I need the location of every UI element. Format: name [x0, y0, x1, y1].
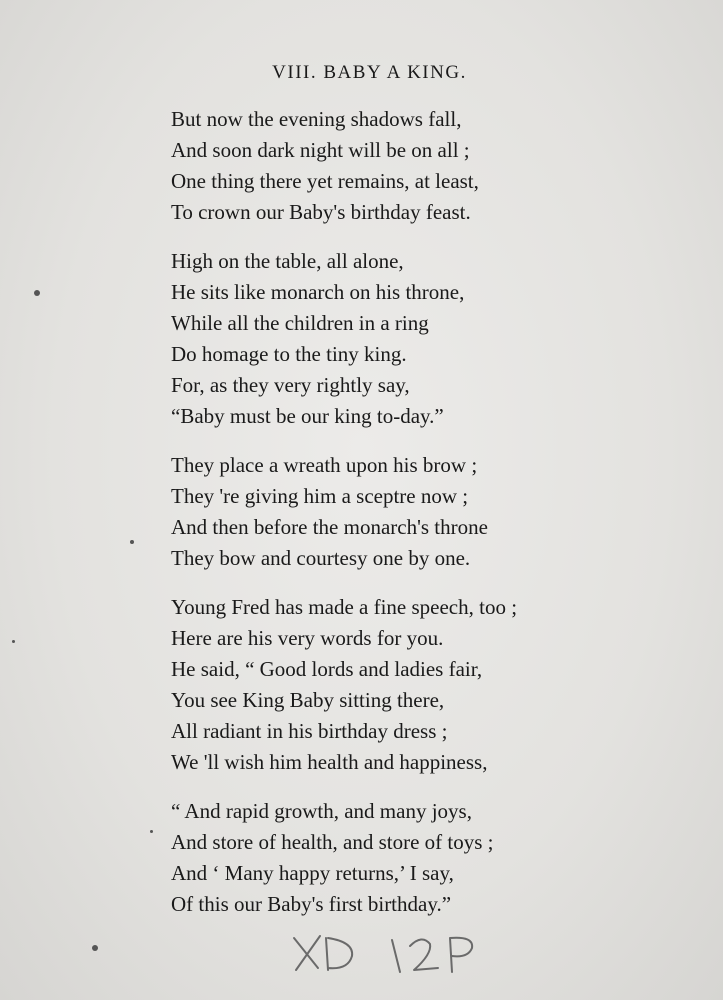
stanza-1	[171, 104, 711, 228]
stanza-2	[171, 246, 711, 432]
poem-body	[171, 104, 711, 938]
poem-line: Young Fred has made a fine speech, too ;	[171, 595, 518, 619]
poem-line: They bow and courtesy one by one.	[171, 546, 471, 570]
poem-line: All radiant in his birthday dress ;	[171, 719, 448, 743]
poem-line: For, as they very rightly say,	[171, 373, 410, 397]
stanza-4	[171, 592, 711, 778]
poem-line: He sits like monarch on his throne,	[171, 280, 465, 304]
poem-line: We 'll wish him health and happiness,	[171, 750, 488, 774]
poem-line: While all the children in a ring	[171, 311, 429, 335]
page-speck	[92, 945, 98, 951]
poem-line: To crown our Baby's birthday feast.	[171, 200, 471, 224]
poem-line: “Baby must be our king to-day.”	[171, 404, 444, 428]
poem-line: And soon dark night will be on all ;	[171, 138, 470, 162]
page-speck	[150, 830, 153, 833]
poem-line: And ‘ Many happy returns,’ I say,	[171, 861, 454, 885]
poem-line: He said, “ Good lords and ladies fair,	[171, 657, 483, 681]
stanza-3	[171, 450, 711, 574]
poem-line: And then before the monarch's throne	[171, 515, 488, 539]
handwritten-annotation	[288, 928, 498, 978]
poem-line: But now the evening shadows fall,	[171, 107, 462, 131]
page-speck	[34, 290, 40, 296]
poem-line: You see King Baby sitting there,	[171, 688, 445, 712]
poem-line: And store of health, and store of toys ;	[171, 830, 494, 854]
poem-line: One thing there yet remains, at least,	[171, 169, 479, 193]
stanza-5	[171, 796, 711, 920]
poem-line: Of this our Baby's first birthday.”	[171, 892, 452, 916]
poem-line: They 're giving him a sceptre now ;	[171, 484, 469, 508]
page-speck	[130, 540, 134, 544]
poem-line: Here are his very words for you.	[171, 626, 444, 650]
poem-line: High on the table, all alone,	[171, 249, 404, 273]
poem-line: “ And rapid growth, and many joys,	[171, 799, 472, 823]
page-speck	[12, 640, 15, 643]
poem-title: VIII. BABY A KING.	[272, 62, 467, 83]
poem-line: Do homage to the tiny king.	[171, 342, 407, 366]
poem-line: They place a wreath upon his brow ;	[171, 453, 478, 477]
